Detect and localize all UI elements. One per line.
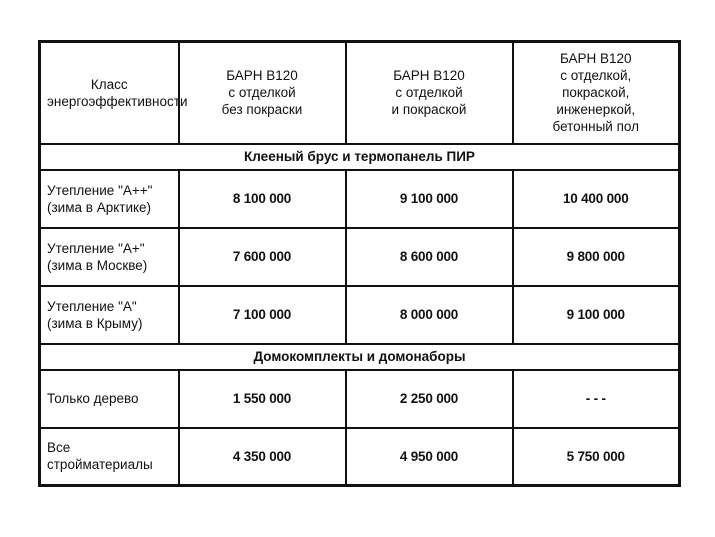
price-cell: 9 100 000 [346, 170, 513, 228]
section-title-kits: Домокомплекты и домонаборы [40, 344, 680, 370]
section-title-glulam: Клееный брус и термопанель ПИР [40, 144, 680, 170]
column-header-full: БАРН B120 с отделкой, покраской, инженеркой, бетонный пол [513, 42, 680, 144]
price-cell: 9 100 000 [513, 286, 680, 344]
price-cell: 9 800 000 [513, 228, 680, 286]
price-cell: 1 550 000 [179, 370, 346, 428]
table-row [40, 286, 680, 344]
column-header-no-paint: БАРН B120 с отделкой без покраски [179, 42, 346, 144]
price-cell: 2 250 000 [346, 370, 513, 428]
price-cell: 5 750 000 [513, 428, 680, 486]
column-header-painted: БАРН B120 с отделкой и покраской [346, 42, 513, 144]
price-cell: 8 600 000 [346, 228, 513, 286]
row-label: Утепление "А+" (зима в Москве) [40, 228, 179, 286]
price-cell: 7 600 000 [179, 228, 346, 286]
section-row [40, 144, 680, 170]
price-cell: 4 350 000 [179, 428, 346, 486]
price-cell: - - - [513, 370, 680, 428]
price-table [38, 40, 681, 487]
price-cell: 8 100 000 [179, 170, 346, 228]
table-row [40, 228, 680, 286]
row-label: Все стройматериалы [40, 428, 179, 486]
row-label: Утепление "А" (зима в Крыму) [40, 286, 179, 344]
table-row [40, 170, 680, 228]
price-cell: 7 100 000 [179, 286, 346, 344]
price-cell: 8 000 000 [346, 286, 513, 344]
price-cell: 10 400 000 [513, 170, 680, 228]
table-row [40, 370, 680, 428]
price-cell: 4 950 000 [346, 428, 513, 486]
row-label: Утепление "А++" (зима в Арктике) [40, 170, 179, 228]
header-row [40, 42, 680, 144]
section-row [40, 344, 680, 370]
row-label: Только дерево [40, 370, 179, 428]
energy-class-header: Класс энергоэффективности [40, 42, 179, 144]
table-row [40, 428, 680, 486]
